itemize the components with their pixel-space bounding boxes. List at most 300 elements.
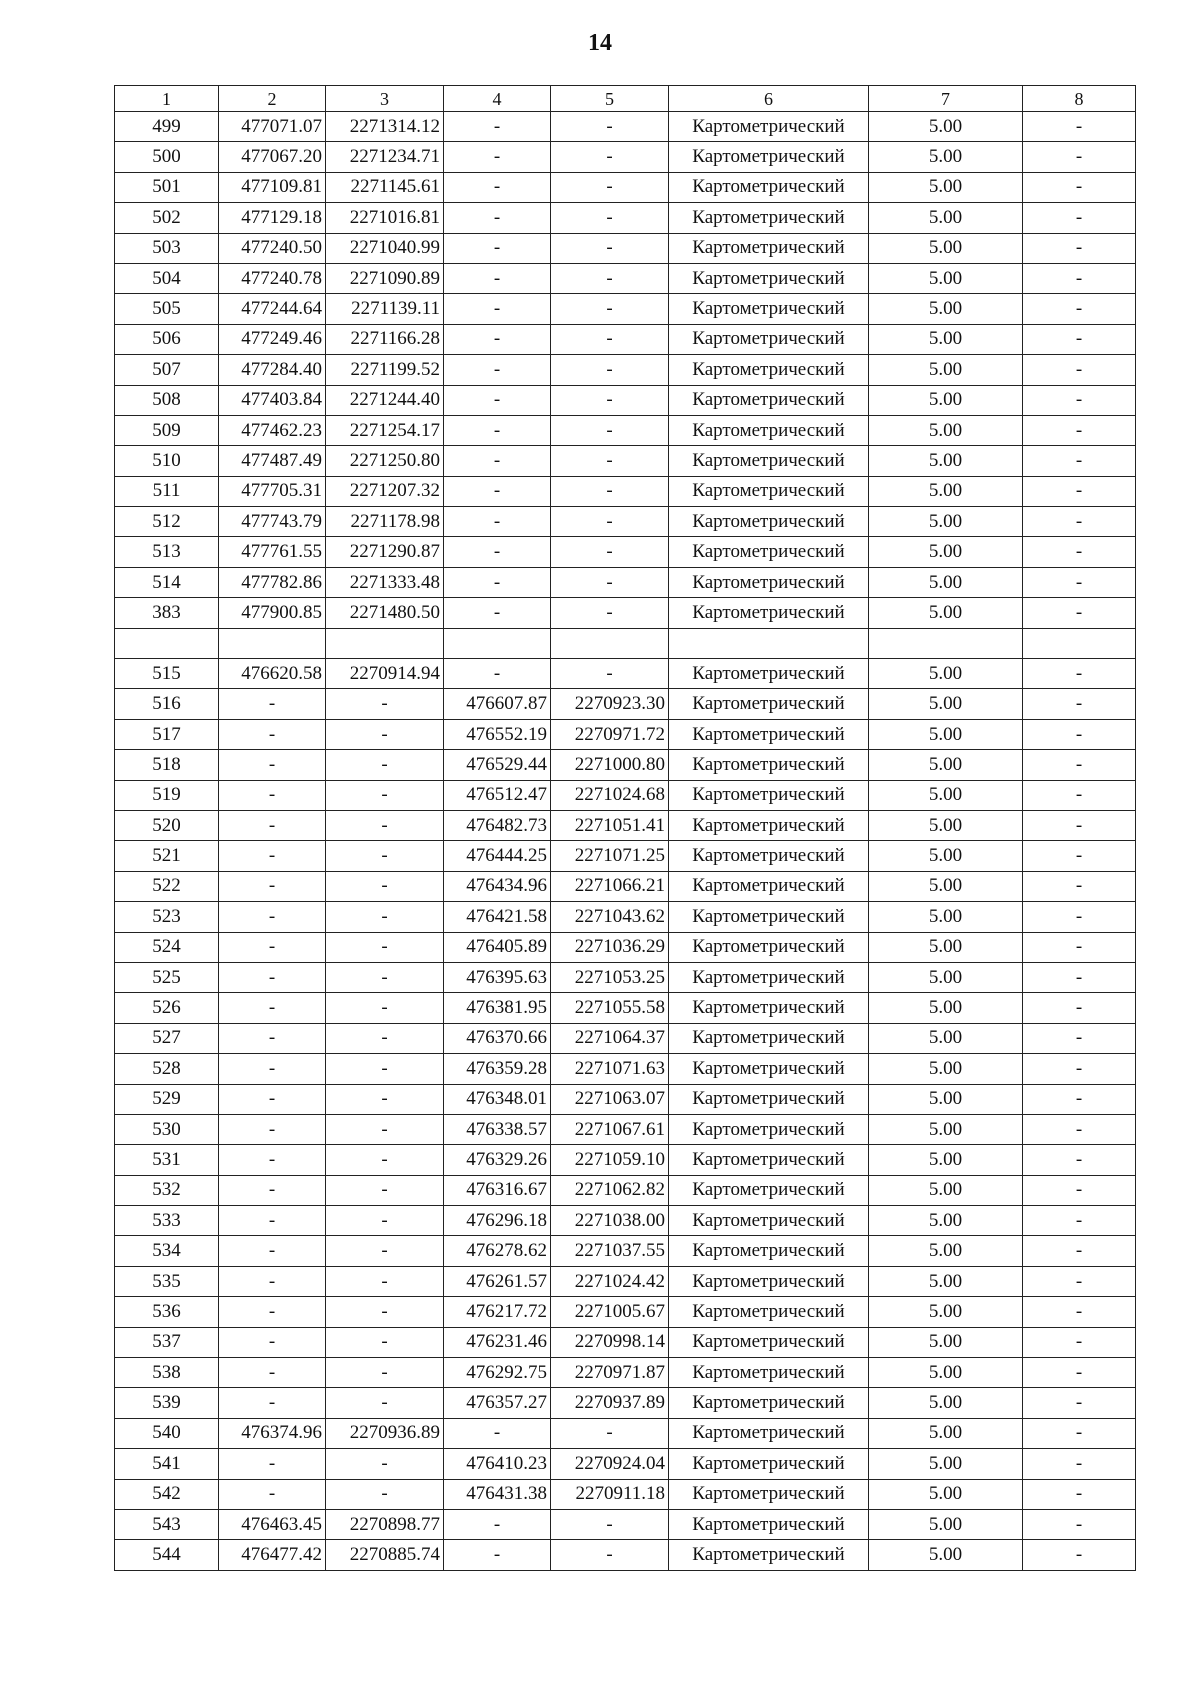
- y-coord-cell: [326, 628, 444, 658]
- point-number-cell: 544: [115, 1540, 219, 1570]
- accuracy-cell: 5.00: [869, 1358, 1023, 1388]
- note-cell: -: [1023, 993, 1136, 1023]
- table-row: [115, 993, 1136, 1023]
- y-coord-alt-cell: 2271064.37: [551, 1023, 669, 1053]
- method-cell: Картометрический: [669, 537, 869, 567]
- x-coord-alt-cell: 476421.58: [444, 902, 551, 932]
- note-cell: -: [1023, 598, 1136, 628]
- note-cell: -: [1023, 750, 1136, 780]
- y-coord-cell: -: [326, 1388, 444, 1418]
- point-number-cell: 502: [115, 203, 219, 233]
- y-coord-cell: -: [326, 1358, 444, 1388]
- accuracy-cell: 5.00: [869, 1054, 1023, 1084]
- x-coord-cell: -: [219, 871, 326, 901]
- method-cell: Картометрический: [669, 415, 869, 445]
- note-cell: -: [1023, 1540, 1136, 1570]
- y-coord-cell: 2271254.17: [326, 415, 444, 445]
- x-coord-alt-cell: 476292.75: [444, 1358, 551, 1388]
- x-coord-cell: -: [219, 841, 326, 871]
- y-coord-alt-cell: -: [551, 507, 669, 537]
- y-coord-alt-cell: 2270924.04: [551, 1449, 669, 1479]
- y-coord-alt-cell: [551, 628, 669, 658]
- y-coord-alt-cell: -: [551, 1418, 669, 1448]
- y-coord-cell: -: [326, 1084, 444, 1114]
- table-row: [115, 1327, 1136, 1357]
- note-cell: -: [1023, 689, 1136, 719]
- x-coord-cell: -: [219, 1449, 326, 1479]
- x-coord-cell: -: [219, 810, 326, 840]
- x-coord-cell: 477900.85: [219, 598, 326, 628]
- x-coord-cell: [219, 628, 326, 658]
- point-number-cell: 538: [115, 1358, 219, 1388]
- x-coord-alt-cell: 476357.27: [444, 1388, 551, 1418]
- table-row: [115, 1175, 1136, 1205]
- method-cell: Картометрический: [669, 142, 869, 172]
- table-row: [115, 507, 1136, 537]
- note-cell: -: [1023, 415, 1136, 445]
- x-coord-alt-cell: -: [444, 1540, 551, 1570]
- y-coord-cell: 2271250.80: [326, 446, 444, 476]
- y-coord-cell: -: [326, 1054, 444, 1084]
- method-cell: Картометрический: [669, 385, 869, 415]
- y-coord-cell: -: [326, 1175, 444, 1205]
- point-number-cell: 519: [115, 780, 219, 810]
- table-row: [115, 841, 1136, 871]
- accuracy-cell: 5.00: [869, 294, 1023, 324]
- point-number-cell: 508: [115, 385, 219, 415]
- y-coord-alt-cell: 2271067.61: [551, 1114, 669, 1144]
- y-coord-alt-cell: -: [551, 324, 669, 354]
- x-coord-cell: -: [219, 780, 326, 810]
- x-coord-cell: -: [219, 1266, 326, 1296]
- table-row: [115, 324, 1136, 354]
- y-coord-cell: -: [326, 780, 444, 810]
- table-body: [115, 86, 1136, 1571]
- x-coord-cell: -: [219, 719, 326, 749]
- y-coord-alt-cell: 2271055.58: [551, 993, 669, 1023]
- x-coord-alt-cell: 476431.38: [444, 1479, 551, 1509]
- note-cell: -: [1023, 1054, 1136, 1084]
- accuracy-cell: 5.00: [869, 689, 1023, 719]
- x-coord-cell: -: [219, 1479, 326, 1509]
- x-coord-cell: 477284.40: [219, 355, 326, 385]
- note-cell: -: [1023, 1266, 1136, 1296]
- y-coord-alt-cell: -: [551, 112, 669, 142]
- accuracy-cell: 5.00: [869, 1509, 1023, 1539]
- method-cell: Картометрический: [669, 263, 869, 293]
- table-row: [115, 1297, 1136, 1327]
- x-coord-alt-cell: -: [444, 476, 551, 506]
- point-number-cell: 516: [115, 689, 219, 719]
- table-row: [115, 172, 1136, 202]
- accuracy-cell: 5.00: [869, 1084, 1023, 1114]
- point-number-cell: [115, 628, 219, 658]
- method-cell: Картометрический: [669, 719, 869, 749]
- method-cell: Картометрический: [669, 689, 869, 719]
- y-coord-alt-cell: 2271059.10: [551, 1145, 669, 1175]
- accuracy-cell: 5.00: [869, 537, 1023, 567]
- y-coord-cell: 2270936.89: [326, 1418, 444, 1448]
- method-cell: Картометрический: [669, 1054, 869, 1084]
- accuracy-cell: 5.00: [869, 203, 1023, 233]
- note-cell: -: [1023, 385, 1136, 415]
- accuracy-cell: 5.00: [869, 1145, 1023, 1175]
- point-number-cell: 511: [115, 476, 219, 506]
- y-coord-alt-cell: -: [551, 1540, 669, 1570]
- y-coord-alt-cell: 2270971.87: [551, 1358, 669, 1388]
- x-coord-alt-cell: 476434.96: [444, 871, 551, 901]
- accuracy-cell: 5.00: [869, 1114, 1023, 1144]
- note-cell: [1023, 628, 1136, 658]
- table-row: [115, 750, 1136, 780]
- note-cell: -: [1023, 233, 1136, 263]
- y-coord-cell: -: [326, 1236, 444, 1266]
- note-cell: -: [1023, 567, 1136, 597]
- x-coord-alt-cell: 476395.63: [444, 962, 551, 992]
- note-cell: -: [1023, 1114, 1136, 1144]
- note-cell: -: [1023, 841, 1136, 871]
- x-coord-cell: 476620.58: [219, 659, 326, 689]
- column-header: 4: [444, 86, 551, 112]
- table-row: [115, 1023, 1136, 1053]
- x-coord-cell: 477743.79: [219, 507, 326, 537]
- y-coord-alt-cell: 2271051.41: [551, 810, 669, 840]
- method-cell: Картометрический: [669, 1206, 869, 1236]
- accuracy-cell: 5.00: [869, 172, 1023, 202]
- y-coord-alt-cell: 2271037.55: [551, 1236, 669, 1266]
- note-cell: -: [1023, 1236, 1136, 1266]
- column-header: 3: [326, 86, 444, 112]
- y-coord-cell: -: [326, 1206, 444, 1236]
- y-coord-cell: -: [326, 1479, 444, 1509]
- table-row: [115, 355, 1136, 385]
- table-row: [115, 203, 1136, 233]
- y-coord-alt-cell: -: [551, 385, 669, 415]
- x-coord-alt-cell: 476444.25: [444, 841, 551, 871]
- y-coord-alt-cell: 2270937.89: [551, 1388, 669, 1418]
- y-coord-cell: 2271178.98: [326, 507, 444, 537]
- x-coord-cell: 477240.50: [219, 233, 326, 263]
- y-coord-alt-cell: -: [551, 446, 669, 476]
- column-header: 7: [869, 86, 1023, 112]
- point-number-cell: 499: [115, 112, 219, 142]
- accuracy-cell: 5.00: [869, 932, 1023, 962]
- point-number-cell: 539: [115, 1388, 219, 1418]
- x-coord-alt-cell: 476410.23: [444, 1449, 551, 1479]
- point-number-cell: 514: [115, 567, 219, 597]
- x-coord-alt-cell: -: [444, 1418, 551, 1448]
- point-number-cell: 504: [115, 263, 219, 293]
- y-coord-cell: -: [326, 1327, 444, 1357]
- point-number-cell: 521: [115, 841, 219, 871]
- x-coord-cell: -: [219, 1145, 326, 1175]
- method-cell: Картометрический: [669, 172, 869, 202]
- accuracy-cell: 5.00: [869, 1297, 1023, 1327]
- table-row: [115, 719, 1136, 749]
- x-coord-alt-cell: 476552.19: [444, 719, 551, 749]
- table-row: [115, 659, 1136, 689]
- y-coord-alt-cell: -: [551, 172, 669, 202]
- y-coord-alt-cell: -: [551, 476, 669, 506]
- x-coord-cell: -: [219, 1236, 326, 1266]
- table-row: [115, 1206, 1136, 1236]
- note-cell: -: [1023, 112, 1136, 142]
- y-coord-alt-cell: 2271024.42: [551, 1266, 669, 1296]
- column-header: 6: [669, 86, 869, 112]
- note-cell: -: [1023, 172, 1136, 202]
- accuracy-cell: 5.00: [869, 385, 1023, 415]
- x-coord-alt-cell: -: [444, 598, 551, 628]
- table-row: [115, 1388, 1136, 1418]
- y-coord-alt-cell: -: [551, 263, 669, 293]
- y-coord-alt-cell: -: [551, 537, 669, 567]
- x-coord-alt-cell: -: [444, 1509, 551, 1539]
- x-coord-alt-cell: -: [444, 324, 551, 354]
- point-number-cell: 530: [115, 1114, 219, 1144]
- note-cell: -: [1023, 719, 1136, 749]
- method-cell: Картометрический: [669, 1540, 869, 1570]
- table-row: [115, 385, 1136, 415]
- x-coord-cell: -: [219, 993, 326, 1023]
- table-row: [115, 263, 1136, 293]
- table-row: [115, 902, 1136, 932]
- note-cell: -: [1023, 355, 1136, 385]
- accuracy-cell: 5.00: [869, 1449, 1023, 1479]
- method-cell: [669, 628, 869, 658]
- method-cell: Картометрический: [669, 841, 869, 871]
- x-coord-alt-cell: -: [444, 112, 551, 142]
- point-number-cell: 523: [115, 902, 219, 932]
- x-coord-cell: 477129.18: [219, 203, 326, 233]
- y-coord-alt-cell: 2270911.18: [551, 1479, 669, 1509]
- table-row: [115, 871, 1136, 901]
- y-coord-alt-cell: 2271063.07: [551, 1084, 669, 1114]
- x-coord-alt-cell: 476329.26: [444, 1145, 551, 1175]
- note-cell: -: [1023, 871, 1136, 901]
- x-coord-alt-cell: 476529.44: [444, 750, 551, 780]
- accuracy-cell: 5.00: [869, 324, 1023, 354]
- x-coord-alt-cell: 476217.72: [444, 1297, 551, 1327]
- table-row: [115, 1449, 1136, 1479]
- point-number-cell: 524: [115, 932, 219, 962]
- y-coord-cell: 2271314.12: [326, 112, 444, 142]
- note-cell: -: [1023, 1175, 1136, 1205]
- accuracy-cell: 5.00: [869, 476, 1023, 506]
- point-number-cell: 528: [115, 1054, 219, 1084]
- y-coord-alt-cell: 2271071.25: [551, 841, 669, 871]
- method-cell: Картометрический: [669, 1175, 869, 1205]
- table-row: [115, 233, 1136, 263]
- y-coord-cell: 2270885.74: [326, 1540, 444, 1570]
- y-coord-cell: 2270898.77: [326, 1509, 444, 1539]
- point-number-cell: 520: [115, 810, 219, 840]
- point-number-cell: 383: [115, 598, 219, 628]
- x-coord-alt-cell: 476482.73: [444, 810, 551, 840]
- accuracy-cell: 5.00: [869, 659, 1023, 689]
- point-number-cell: 527: [115, 1023, 219, 1053]
- y-coord-cell: -: [326, 962, 444, 992]
- accuracy-cell: 5.00: [869, 1418, 1023, 1448]
- accuracy-cell: 5.00: [869, 902, 1023, 932]
- point-number-cell: 532: [115, 1175, 219, 1205]
- y-coord-alt-cell: -: [551, 355, 669, 385]
- accuracy-cell: 5.00: [869, 750, 1023, 780]
- x-coord-alt-cell: -: [444, 203, 551, 233]
- point-number-cell: 541: [115, 1449, 219, 1479]
- accuracy-cell: 5.00: [869, 1206, 1023, 1236]
- point-number-cell: 501: [115, 172, 219, 202]
- y-coord-alt-cell: 2270923.30: [551, 689, 669, 719]
- accuracy-cell: 5.00: [869, 142, 1023, 172]
- accuracy-cell: 5.00: [869, 507, 1023, 537]
- point-number-cell: 510: [115, 446, 219, 476]
- x-coord-alt-cell: -: [444, 537, 551, 567]
- point-number-cell: 500: [115, 142, 219, 172]
- point-number-cell: 505: [115, 294, 219, 324]
- method-cell: Картометрический: [669, 902, 869, 932]
- accuracy-cell: 5.00: [869, 810, 1023, 840]
- y-coord-cell: 2271090.89: [326, 263, 444, 293]
- accuracy-cell: 5.00: [869, 1479, 1023, 1509]
- accuracy-cell: 5.00: [869, 1236, 1023, 1266]
- note-cell: -: [1023, 476, 1136, 506]
- method-cell: Картометрический: [669, 1084, 869, 1114]
- method-cell: Картометрический: [669, 1449, 869, 1479]
- point-number-cell: 533: [115, 1206, 219, 1236]
- column-header: 8: [1023, 86, 1136, 112]
- table-row: [115, 1479, 1136, 1509]
- x-coord-alt-cell: 476512.47: [444, 780, 551, 810]
- table-row: [115, 598, 1136, 628]
- x-coord-cell: 477782.86: [219, 567, 326, 597]
- accuracy-cell: 5.00: [869, 233, 1023, 263]
- method-cell: Картометрический: [669, 1327, 869, 1357]
- point-number-cell: 531: [115, 1145, 219, 1175]
- x-coord-alt-cell: 476405.89: [444, 932, 551, 962]
- y-coord-cell: 2271139.11: [326, 294, 444, 324]
- point-number-cell: 518: [115, 750, 219, 780]
- y-coord-cell: -: [326, 932, 444, 962]
- method-cell: Картометрический: [669, 1114, 869, 1144]
- accuracy-cell: [869, 628, 1023, 658]
- x-coord-alt-cell: [444, 628, 551, 658]
- method-cell: Картометрический: [669, 233, 869, 263]
- x-coord-cell: -: [219, 1084, 326, 1114]
- y-coord-cell: 2271199.52: [326, 355, 444, 385]
- method-cell: Картометрический: [669, 750, 869, 780]
- point-number-cell: 507: [115, 355, 219, 385]
- table-row: [115, 142, 1136, 172]
- x-coord-cell: -: [219, 1175, 326, 1205]
- method-cell: Картометрический: [669, 1388, 869, 1418]
- x-coord-cell: -: [219, 1358, 326, 1388]
- point-number-cell: 503: [115, 233, 219, 263]
- y-coord-cell: -: [326, 1023, 444, 1053]
- note-cell: -: [1023, 1297, 1136, 1327]
- point-number-cell: 529: [115, 1084, 219, 1114]
- accuracy-cell: 5.00: [869, 355, 1023, 385]
- y-coord-cell: -: [326, 1297, 444, 1327]
- x-coord-cell: 477487.49: [219, 446, 326, 476]
- method-cell: Картометрический: [669, 871, 869, 901]
- x-coord-cell: -: [219, 1206, 326, 1236]
- x-coord-alt-cell: 476296.18: [444, 1206, 551, 1236]
- y-coord-cell: -: [326, 871, 444, 901]
- accuracy-cell: 5.00: [869, 962, 1023, 992]
- y-coord-alt-cell: 2271036.29: [551, 932, 669, 962]
- y-coord-cell: 2270914.94: [326, 659, 444, 689]
- y-coord-cell: -: [326, 1266, 444, 1296]
- method-cell: Картометрический: [669, 1509, 869, 1539]
- y-coord-alt-cell: 2271053.25: [551, 962, 669, 992]
- point-number-cell: 536: [115, 1297, 219, 1327]
- y-coord-alt-cell: 2271071.63: [551, 1054, 669, 1084]
- note-cell: -: [1023, 1023, 1136, 1053]
- point-number-cell: 509: [115, 415, 219, 445]
- x-coord-alt-cell: -: [444, 355, 551, 385]
- note-cell: -: [1023, 203, 1136, 233]
- note-cell: -: [1023, 446, 1136, 476]
- x-coord-cell: 477067.20: [219, 142, 326, 172]
- coordinates-table: [114, 85, 1136, 1571]
- table-row: [115, 932, 1136, 962]
- y-coord-alt-cell: -: [551, 294, 669, 324]
- note-cell: -: [1023, 1084, 1136, 1114]
- y-coord-cell: 2271016.81: [326, 203, 444, 233]
- y-coord-cell: -: [326, 1114, 444, 1144]
- x-coord-cell: -: [219, 1023, 326, 1053]
- method-cell: Картометрический: [669, 567, 869, 597]
- y-coord-alt-cell: -: [551, 1509, 669, 1539]
- x-coord-cell: 477462.23: [219, 415, 326, 445]
- x-coord-alt-cell: 476348.01: [444, 1084, 551, 1114]
- note-cell: -: [1023, 1509, 1136, 1539]
- note-cell: -: [1023, 537, 1136, 567]
- y-coord-alt-cell: -: [551, 203, 669, 233]
- accuracy-cell: 5.00: [869, 263, 1023, 293]
- method-cell: Картометрический: [669, 355, 869, 385]
- table-row: [115, 628, 1136, 658]
- point-number-cell: 506: [115, 324, 219, 354]
- point-number-cell: 515: [115, 659, 219, 689]
- method-cell: Картометрический: [669, 932, 869, 962]
- accuracy-cell: 5.00: [869, 1266, 1023, 1296]
- x-coord-cell: 476374.96: [219, 1418, 326, 1448]
- point-number-cell: 522: [115, 871, 219, 901]
- accuracy-cell: 5.00: [869, 871, 1023, 901]
- point-number-cell: 542: [115, 1479, 219, 1509]
- method-cell: Картометрический: [669, 1266, 869, 1296]
- accuracy-cell: 5.00: [869, 1327, 1023, 1357]
- x-coord-cell: -: [219, 1388, 326, 1418]
- point-number-cell: 535: [115, 1266, 219, 1296]
- column-header: 5: [551, 86, 669, 112]
- column-header: 1: [115, 86, 219, 112]
- note-cell: -: [1023, 263, 1136, 293]
- y-coord-cell: -: [326, 1145, 444, 1175]
- y-coord-cell: -: [326, 1449, 444, 1479]
- y-coord-cell: -: [326, 810, 444, 840]
- y-coord-alt-cell: -: [551, 142, 669, 172]
- note-cell: -: [1023, 1449, 1136, 1479]
- table-row: [115, 1266, 1136, 1296]
- y-coord-cell: 2271145.61: [326, 172, 444, 202]
- x-coord-alt-cell: -: [444, 385, 551, 415]
- note-cell: -: [1023, 1327, 1136, 1357]
- y-coord-cell: 2271040.99: [326, 233, 444, 263]
- accuracy-cell: 5.00: [869, 415, 1023, 445]
- method-cell: Картометрический: [669, 203, 869, 233]
